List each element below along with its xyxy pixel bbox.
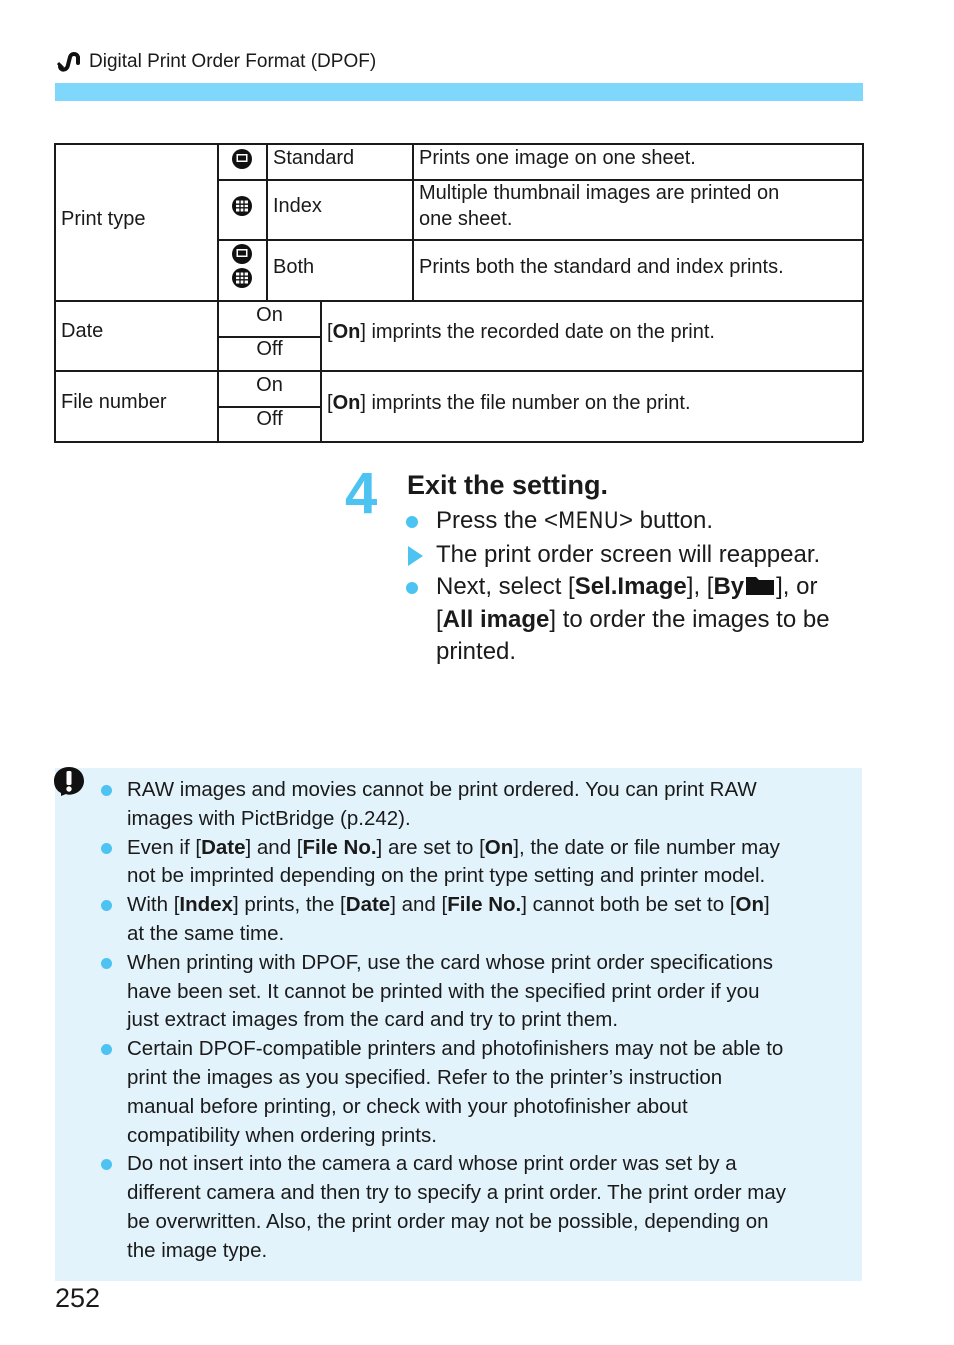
standard-print-icon [231,243,253,265]
list-item: When printing with DPOF, use the card whose print order specifications have been set. It cannot be printed with the specified print order if you just extract images from the card and try to print them. [97,949,847,1035]
file-number-on: On [256,374,283,396]
bullet-icon [101,958,112,969]
caution-icon [53,766,85,796]
bullet-icon [101,1159,112,1170]
step-number: 4 [345,461,378,526]
both-desc: Prints both the standard and index prints. [419,256,784,278]
list-item: With [Index] prints, the [Date] and [File No.] cannot both be set to [On] at the same time. [97,891,847,949]
list-item: Even if [Date] and [File No.] are set to [On], the date or file number may not be imprinted depending on the print type setting and printer model. [97,834,847,892]
folder-icon [744,574,776,596]
bullet-icon [101,1044,112,1055]
list-item: The print order screen will reappear. [403,539,873,572]
both-label: Both [273,256,315,278]
standard-print-icon [231,148,253,170]
date-label: Date [61,320,104,342]
bullet-icon [406,582,418,594]
list-item: Press the <MENU> button. [403,505,873,539]
bullet-icon [101,785,112,796]
bullet-icon [101,843,112,854]
list-item: Next, select [Sel.Image], [By ], or [All image] to order the images to be printed. [403,571,873,669]
result-arrow-icon [408,546,423,566]
print-settings-table [54,143,863,442]
bullet-icon [406,516,418,528]
standard-desc: Prints one image on one sheet. [419,147,696,169]
date-on: On [256,304,283,326]
index-print-icon [231,195,253,217]
index-desc-line2: one sheet. [419,208,513,230]
file-number-desc: [On] imprints the file number on the print. [327,392,691,414]
page-header [57,50,376,74]
menu-button-icon: MENU [558,509,619,534]
list-item: Certain DPOF-compatible printers and photofinishers may not be able to print the images as you specified. Refer to the printer’s instruction manual before printing, or check with your photofinisher about compatibility when ordering prints. [97,1035,847,1150]
file-number-off: Off [256,408,283,430]
index-label: Index [273,195,322,217]
date-off: Off [256,338,283,360]
file-number-label: File number [61,391,167,413]
print-type-label: Print type [61,208,146,230]
date-desc: [On] imprints the recorded date on the print. [327,321,715,343]
step-title: Exit the setting. [407,470,609,500]
list-item: RAW images and movies cannot be print ordered. You can print RAW images with PictBridge (p.242). [97,776,847,834]
print-section-icon [57,51,81,73]
list-item: Do not insert into the camera a card whose print order was set by a different camera and then try to specify a print order. The print order may be overwritten. Also, the print order may not be possible, depending on the image type. [97,1150,847,1265]
index-desc-line1: Multiple thumbnail images are printed on [419,182,780,204]
bullet-icon [101,900,112,911]
caution-notes [97,776,847,1266]
index-print-icon [231,267,253,289]
standard-label: Standard [273,147,355,169]
page-header-title: Digital Print Order Format (DPOF) [89,51,377,72]
page-number: 252 [55,1283,101,1313]
step-instructions [403,505,873,669]
header-bar [55,83,863,101]
